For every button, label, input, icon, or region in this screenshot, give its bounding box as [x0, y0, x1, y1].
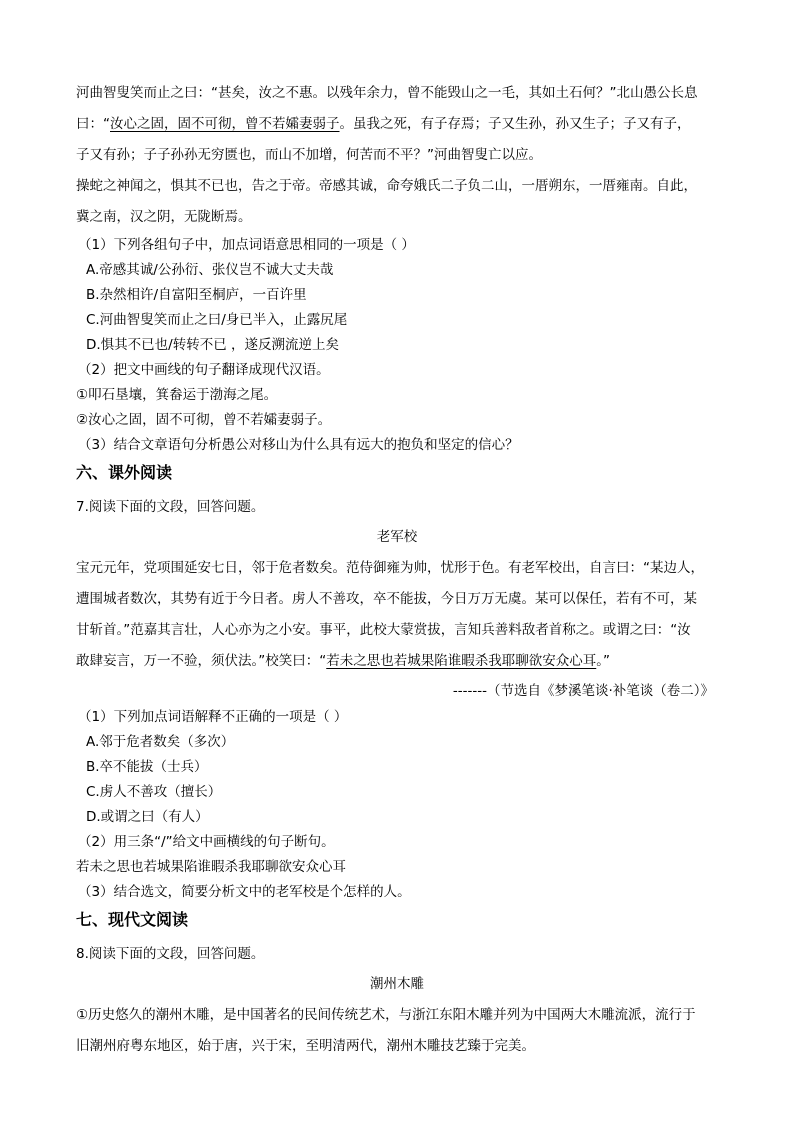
underlined-sentence: 汝心之固，固不可彻，曾不若孀妻弱子 — [110, 116, 340, 132]
q7-title: 老军校 — [376, 529, 418, 545]
q7-line-4b: 。” — [596, 653, 610, 669]
q8-title: 潮州木雕 — [370, 976, 424, 992]
q7-sentence: 若未之思也若城果陷谁暇杀我耶聊欲安众心耳 — [76, 859, 346, 875]
q7-option-d: D.或谓之曰（有人） — [86, 809, 209, 825]
q7-line-4a: 敢肆妄言，万一不验，须伏法。”校笑曰：“ — [76, 653, 327, 669]
q7-part2: （2）用三条“/”给文中画横线的句子断句。 — [78, 834, 335, 850]
q7-underlined-sentence: 若未之思也若城果陷谁暇杀我耶聊欲安众心耳 — [326, 653, 597, 669]
passage-line-3: 子又有孙；子子孙孙无穷匮也，而山不加增，何苦而不平？”河曲智叟亡以应。 — [76, 147, 542, 163]
document-page — [76, 78, 718, 1062]
q6-sentence-1: ①叩石垦壤，箕畚运于渤海之尾。 — [76, 387, 278, 403]
q7-line-3: 甘斩首。”范嘉其言壮，人心亦为之小安。事平，此校大蒙赏拔，言知兵善料敌者首称之。或谓之曰：“汝 — [76, 622, 691, 638]
q6-option-d: D.惧其不已也/转转不已 ，遂反溯流逆上矣 — [86, 337, 340, 353]
passage-line-1: 河曲智叟笑而止之曰：“甚矣，汝之不惠。以残年余力，曾不能毁山之一毛，其如土石何？”北山愚公长息 — [76, 85, 698, 101]
passage-laojunxiao — [76, 553, 718, 677]
q8-line-1: ①历史悠久的潮州木雕，是中国著名的民间传统艺术，与浙江东阳木雕并列为中国两大木雕流派，流行于 — [76, 1007, 696, 1023]
passage-line-2b: 。虽我之死，有子存焉；子又生孙，孙又生子；子又有子， — [339, 116, 691, 132]
q7-source: -------（节选自《梦溪笔谈·补笔谈（卷二）》 — [452, 683, 714, 699]
passage-line-2a: 曰：“ — [76, 116, 110, 132]
q6-part2: （2）把文中画线的句子翻译成现代汉语。 — [78, 362, 330, 378]
q7-line-2: 遭围城者数次，其势有近于今日者。虏人不善攻，卒不能拔，今日万万无虞。某可以保任，若有不可，某 — [76, 591, 697, 607]
passage-yugong-2 — [76, 171, 718, 233]
q6-option-c: C.河曲智叟笑而止之曰/身已半入，止露尻尾 — [86, 312, 348, 328]
q7-intro: 7.阅读下面的文段，回答问题。 — [76, 499, 265, 515]
section-heading-6: 六、课外阅读 — [76, 463, 173, 482]
passage-chaozhou — [76, 1000, 718, 1062]
q7-option-b: B.卒不能拔（士兵） — [86, 759, 208, 775]
q8-intro: 8.阅读下面的文段，回答问题。 — [76, 946, 265, 962]
passage-line-4: 操蛇之神闻之，惧其不已也，告之于帝。帝感其诚，命夸娥氏二子负二山，一厝朔东，一厝雍南。自此， — [76, 178, 697, 194]
passage-yugong — [76, 78, 718, 171]
q6-option-a: A.帝感其诚/公孙衍、张仪岂不诚大丈夫哉 — [86, 262, 334, 278]
q6-sentence-2: ②汝心之固，固不可彻，曾不若孀妻弱子。 — [76, 412, 332, 428]
q7-option-a: A.邻于危者数矣（多次） — [86, 734, 235, 750]
q7-part1: （1）下列加点词语解释不正确的一项是（ ） — [78, 709, 348, 725]
q6-option-b: B.杂然相许/自富阳至桐庐，一百许里 — [86, 287, 307, 303]
q8-line-2: 旧潮州府粤东地区，始于唐，兴于宋，至明清两代，潮州木雕技艺臻于完美。 — [76, 1038, 535, 1054]
q7-option-c: C.虏人不善攻（擅长） — [86, 784, 222, 800]
passage-line-5: 冀之南，汉之阴，无陇断焉。 — [76, 209, 252, 225]
q6-part3: （3）结合文章语句分析愚公对移山为什么具有远大的抱负和坚定的信心？ — [78, 437, 519, 453]
q6-part1: （1）下列各组句子中，加点词语意思相同的一项是（ ） — [78, 237, 415, 253]
q7-line-1: 宝元元年，党项围延安七日，邻于危者数矣。范侍御雍为帅，忧形于色。有老军校出，自言曰：“某边人， — [76, 560, 704, 576]
q7-part3: （3）结合选文，简要分析文中的老军校是个怎样的人。 — [78, 884, 411, 900]
section-heading-7: 七、现代文阅读 — [76, 910, 189, 929]
